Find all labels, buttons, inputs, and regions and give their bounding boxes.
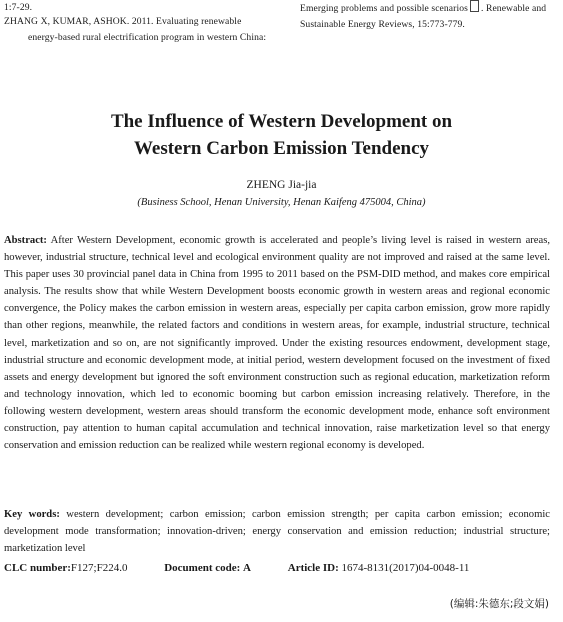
- author-affiliation: (Business School, Henan University, Henan Kaifeng 475004, China): [137, 197, 426, 208]
- abstract-paragraph: [4, 232, 550, 454]
- reference-left-line2: energy-based rural electrification program in western China:: [28, 32, 267, 43]
- reference-left-line1: ZHANG X, KUMAR, ASHOK. 2011. Evaluating renewable: [4, 16, 242, 27]
- document-code-value: A: [243, 562, 251, 574]
- reference-right-line2: Sustainable Energy Reviews, 15:773-779.: [300, 19, 465, 30]
- bracket-mark-icon: [470, 0, 479, 12]
- classification-line: [4, 562, 560, 574]
- keywords-label: Key words:: [4, 509, 60, 520]
- clc-value: F127;F224.0: [70, 562, 128, 574]
- keywords-paragraph: [4, 506, 550, 557]
- reference-fragment-top: 1:7-29.: [4, 2, 33, 13]
- keywords-text: western development; carbon emission; carbon emission strength; per capita carbon emission; economic development mode transformation; innovation-driven; energy conservation and emission reduction; industrial structure; marketization level: [4, 509, 550, 554]
- reference-right-line1-tail: . Renewable and: [480, 3, 547, 14]
- clc-label: CLC number:: [4, 562, 71, 574]
- reference-entry-right: [300, 0, 560, 33]
- document-code-label: Document code:: [164, 562, 241, 574]
- reference-entry-left: [4, 14, 274, 46]
- paper-title-line2: Western Carbon Emission Tendency: [133, 138, 430, 159]
- clc-number: [4, 562, 127, 574]
- article-id-value: 1674-8131(2017)04-0048-11: [341, 562, 470, 574]
- document-code: [164, 562, 251, 574]
- paper-title: [0, 108, 563, 162]
- article-id: [288, 562, 470, 574]
- editor-note: (编辑:朱德东;段文娟): [449, 598, 549, 610]
- paper-title-line1: The Influence of Western Development on: [110, 111, 453, 132]
- author-name: ZHENG Jia-jia: [246, 179, 317, 191]
- reference-right-line1: Emerging problems and possible scenarios: [300, 3, 468, 14]
- article-id-label: Article ID:: [287, 562, 339, 574]
- abstract-text: After Western Development, economic growth is accelerated and people’s living level is raised in western areas, however, industrial structure, technical level and ecological environment quality are not improved and raised at the same level. This paper uses 30 provincial panel data in China from 1995 to 2011 based on the PSM-DID method, and makes core empirical analysis. The results show that while Western Development boosts economic growth in western areas and regional economic convergence, the Policy makes the carbon emission in western areas, especially per capita carbon emission, grow more rapidly than other regions, meanwhile, the related factors and conditions in western areas, for example, industrial structure, technical level, marketization and so on, are not significantly improved. Under the existing resources endowment, development stage, industrial structure and economic development mode, at initial period, western development focused on the investment of fixed assets and energy development but ignored the soft environment construction such as regional education, marketization reform and technology innovation, which led to economic booming but carbon emission increasing relatively. Therefore, in the following western development, western areas should transform the economic development mode, enhance soft environment construction, pay attention to human capital accumulation and technical innovation, raise marketization level so that energy conservation and emission reduction can be realized while western regional economy is developed.: [4, 235, 550, 452]
- abstract-label: Abstract:: [4, 235, 47, 246]
